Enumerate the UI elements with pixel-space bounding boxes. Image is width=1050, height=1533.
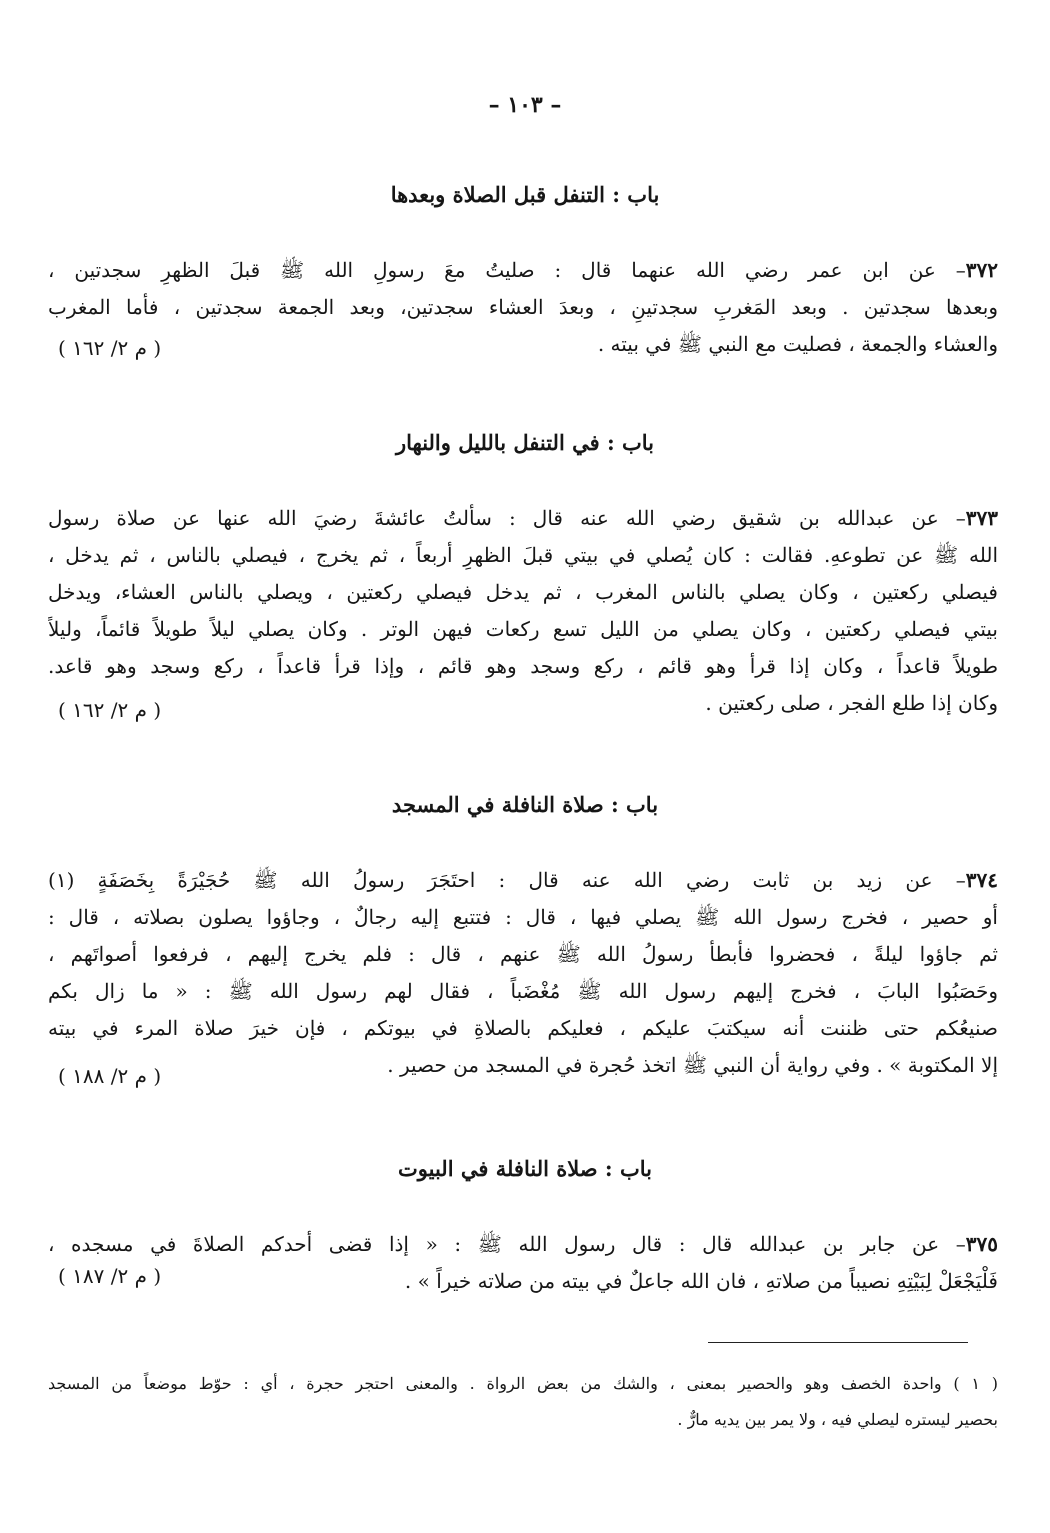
text-line: وحَصَبُوا البابَ ، فخرج إليهم رسول الله ﷺ مُغْضَباً ، فقال لهم رسول الله ﷺ : « ما زال بكم xyxy=(48,979,998,1003)
text-line: إلا المكتوبة » . وفي رواية أن النبي ﷺ اتخذ حُجرة في المسجد من حصير . xyxy=(387,1053,998,1077)
text-line: وبعدها سجدتين . وبعد المَغربِ سجدتينِ ، وبعدَ العشاء سجدتين، وبعد الجمعة سجدتين ، فأما المغرب xyxy=(48,295,998,319)
hadith-number: ٣٧٣ xyxy=(965,506,998,530)
source-reference: ( م ٢/ ١٨٧ ) xyxy=(58,1264,162,1288)
text-line: ٣٧٥– عن جابر بن عبدالله قال : قال رسول الله ﷺ : « إذا قضى أحدكم الصلاةَ في مسجده ، xyxy=(48,1232,998,1256)
text-line: ثم جاؤوا ليلةً ، فحضروا فأبطأ رسولُ الله ﷺ عنهم ، قال : فلم يخرج إليهم ، فرفعوا أصواتَهم ، xyxy=(48,942,998,966)
text-line: الله ﷺ عن تطوعهِ. فقالت : كان يُصلي في بيتي قبلَ الظهرِ أربعاً ، ثم يخرج ، فيصلي بالناس ، ثم يدخل ، xyxy=(48,543,998,567)
text-line: والعشاء والجمعة ، فصليت مع النبي ﷺ في بيته . xyxy=(597,332,998,356)
footnote-line: بحصير ليستره ليصلي فيه ، ولا يمر بين يديه مارٌّ . xyxy=(677,1410,998,1429)
source-reference: ( م ٢/ ١٦٢ ) xyxy=(58,698,162,722)
page-number: – ١٠٣ – xyxy=(488,92,562,118)
chapter-heading: باب : التنفل قبل الصلاة وبعدها xyxy=(390,182,660,207)
text-line: فَلْيَجْعَلْ لِبَيْتِهِ نصيباً من صلاتهِ ، فان الله جاعلٌ في بيته من صلاته خيراً » . xyxy=(404,1269,998,1293)
hadith-number: ٣٧٢ xyxy=(965,258,998,282)
text-line: وكان إذا طلع الفجر ، صلى ركعتين . xyxy=(705,691,998,715)
text-line: ٣٧٢– عن ابن عمر رضي الله عنهما قال : صليتُ معَ رسولِ الله ﷺ قبلَ الظهرِ سجدتين ، xyxy=(48,258,998,282)
hadith-paragraph xyxy=(48,252,998,363)
footnote xyxy=(48,1366,998,1438)
hadith-paragraph xyxy=(48,1226,998,1300)
footnote-line: ( ١ ) واحدة الخصف وهو والحصير بمعنى ، والشك من بعض الرواة . والمعنى احتجر حجرة ، أي : حوّط موضعاً من المسجد xyxy=(48,1374,998,1393)
source-reference: ( م ٢/ ١٦٢ ) xyxy=(58,336,162,360)
hadith-paragraph xyxy=(48,500,998,722)
text-line: ٣٧٤– عن زيد بن ثابت رضي الله عنه قال : احتَجَرَ رسولُ الله ﷺ حُجَيْرَةً بِخَصَفَةٍ (١) xyxy=(48,868,998,892)
hadith-paragraph xyxy=(48,862,998,1084)
text-line: طويلاً قاعداً ، وكان إذا قرأ وهو قائم ، ركع وسجد وهو قائم ، وإذا قرأ قاعداً ، ركع وسجد وهو قاعد. xyxy=(48,654,998,678)
text-line: أو حصير ، فخرج رسول الله ﷺ يصلي فيها ، قال : فتتبع إليه رجالٌ ، وجاؤوا يصلون بصلاته ، قال : xyxy=(48,905,998,929)
text-line: صنيعُكم حتى ظننت أنه سيكتبَ عليكم ، فعليكم بالصلاةِ في بيوتكم ، فإن خيرَ صلاة المرء في بيته xyxy=(48,1016,998,1040)
hadith-number: ٣٧٤ xyxy=(965,868,998,892)
text-line: فيصلي ركعتين ، وكان يصلي بالناس المغرب ، ثم يدخل فيصلي ركعتين ، ويصلي بالناس العشاء، ويدخل xyxy=(48,580,998,604)
chapter-heading: باب : صلاة النافلة في البيوت xyxy=(398,1156,652,1181)
footnote-divider xyxy=(708,1342,968,1343)
text-line: ٣٧٣– عن عبدالله بن شقيق رضي الله عنه قال : سألتُ عائشةَ رضيَ الله عنها عن صلاة رسول xyxy=(48,506,998,530)
chapter-heading: باب : في التنفل بالليل والنهار xyxy=(395,430,655,455)
chapter-heading: باب : صلاة النافلة في المسجد xyxy=(391,792,659,817)
text-line: بيتي فيصلي ركعتين ، وكان يصلي من الليل تسع ركعات فيهن الوتر . وكان يصلي ليلاً طويلاً قائماً، وليلاً xyxy=(48,617,998,641)
hadith-number: ٣٧٥ xyxy=(965,1232,998,1256)
source-reference: ( م ٢/ ١٨٨ ) xyxy=(58,1064,162,1088)
